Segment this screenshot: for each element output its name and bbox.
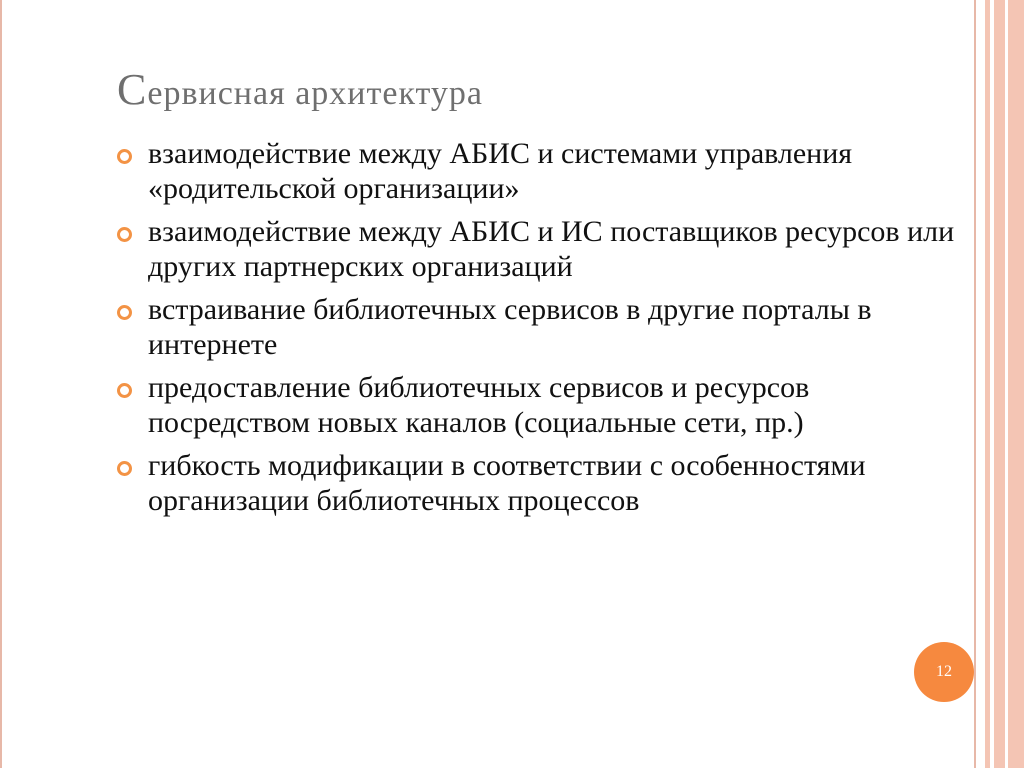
decorative-stripe xyxy=(985,0,990,768)
slide-title-rest: ервисная архитектура xyxy=(147,75,484,112)
bullet-icon xyxy=(117,227,132,242)
slide-title xyxy=(117,64,483,115)
bullet-item xyxy=(117,370,977,440)
slide-title-initial: С xyxy=(117,65,148,114)
bullet-text: гибкость модификации в соответствии с особенностями организации библиотечных процессов xyxy=(148,449,866,517)
decorative-stripe xyxy=(994,0,1005,768)
bullet-item xyxy=(117,214,977,284)
bullet-list xyxy=(117,136,977,526)
bullet-item xyxy=(117,448,977,518)
decorative-stripe xyxy=(1008,0,1024,768)
bullet-text: встраивание библиотечных сервисов в другие порталы в интернете xyxy=(148,293,872,361)
bullet-icon xyxy=(117,149,132,164)
bullet-icon xyxy=(117,305,132,320)
bullet-item xyxy=(117,292,977,362)
bullet-icon xyxy=(117,383,132,398)
page-number-badge xyxy=(914,642,974,702)
bullet-item xyxy=(117,136,977,206)
page-number: 12 xyxy=(936,663,952,680)
bullet-icon xyxy=(117,461,132,476)
bullet-text: взаимодействие между АБИС и ИС поставщиков ресурсов или других партнерских организаций xyxy=(148,215,955,283)
bullet-text: предоставление библиотечных сервисов и ресурсов посредством новых каналов (социальные сети, пр.) xyxy=(148,371,810,439)
bullet-text: взаимодействие между АБИС и системами управления «родительской организации» xyxy=(148,137,853,205)
